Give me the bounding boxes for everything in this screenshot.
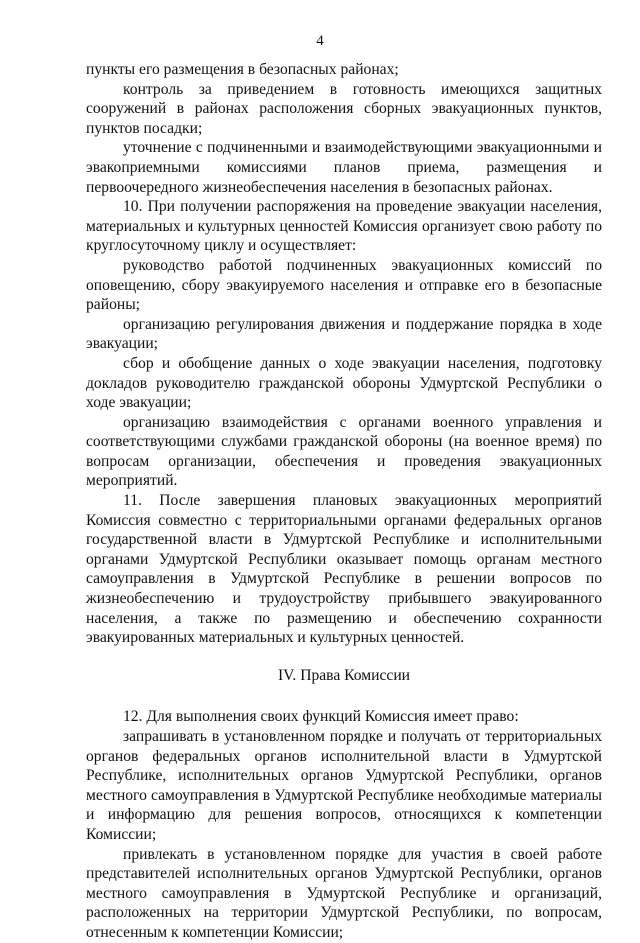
paragraph-item-11: 11. После завершения плановых эвакуационных мероприятий Комиссия совместно с территориальными органами федеральных органов государственной власти в Удмуртской Республике и исполнительными органами Удмуртской Республики оказывает помощь органам местного самоуправления в Удмуртской Республике в решении вопросов по жизнеобеспечению и трудоустройству прибывшего эвакуированного населения, а также по размещению и обеспечению сохранности эвакуированных материальных и культурных ценностей.: [86, 492, 602, 647]
paragraph-commission-guidance: руководство работой подчиненных эвакуационных комиссий по оповещению, сбору эвакуируемого населения и отправке его в безопасные районы;: [86, 256, 602, 314]
page-number: 4: [316, 33, 324, 49]
paragraph-traffic-regulation: организацию регулирования движения и поддержание порядка в ходе эвакуации;: [86, 315, 602, 353]
paragraph-data-collection: сбор и обобщение данных о ходе эвакуации населения, подготовку докладов руководителю гражданской обороны Удмуртской Республики о ходе эвакуации;: [86, 354, 602, 412]
paragraph-request-materials: запрашивать в установленном порядке и получать от территориальных органов федеральных органов исполнительной власти в Удмуртской Республике, исполнительных органов Удмуртской Республики, органов местного самоуправления в Удмуртской Республике необходимые материалы и информацию для решения вопросов, относящихся к компетенции Комиссии;: [86, 728, 602, 843]
paragraph-shelter-readiness: контроль за приведением в готовность имеющихся защитных сооружений в районах расположения сборных эвакуационных пунктов, пунктов посадки;: [86, 80, 602, 137]
paragraph-placement-points: пункты его размещения в безопасных районах;: [86, 61, 399, 78]
paragraph-involve-representatives: привлекать в установленном порядке для участия в своей работе представителей исполнительных органов Удмуртской Республики, органов местного самоуправления в Удмуртской Республике и организаций, расположенных на территории Удмуртской Республики, по вопросам, отнесенным к компетенции Комиссии;: [86, 845, 602, 941]
paragraph-military-interaction: организацию взаимодействия с органами военного управления и соответствующими службами гражданской обороны (на военное время) по вопросам организации, обеспечения и проведения эвакуационных мероприятий.: [86, 413, 602, 490]
paragraph-item-10: 10. При получении распоряжения на проведение эвакуации населения, материальных и культурных ценностей Комиссия организует свою работу по круглосуточному циклу и осуществляет:: [86, 198, 602, 255]
paragraph-plan-clarification: уточнение с подчиненными и взаимодействующими эвакуационными и эвакоприемными комиссиями планов приема, размещения и первоочередного жизнеобеспечения населения в безопасных районах.: [86, 139, 602, 196]
paragraph-item-12: 12. Для выполнения своих функций Комиссия имеет право:: [123, 708, 519, 726]
section-heading: IV. Права Комиссии: [277, 666, 411, 684]
document-body: [86, 60, 602, 943]
